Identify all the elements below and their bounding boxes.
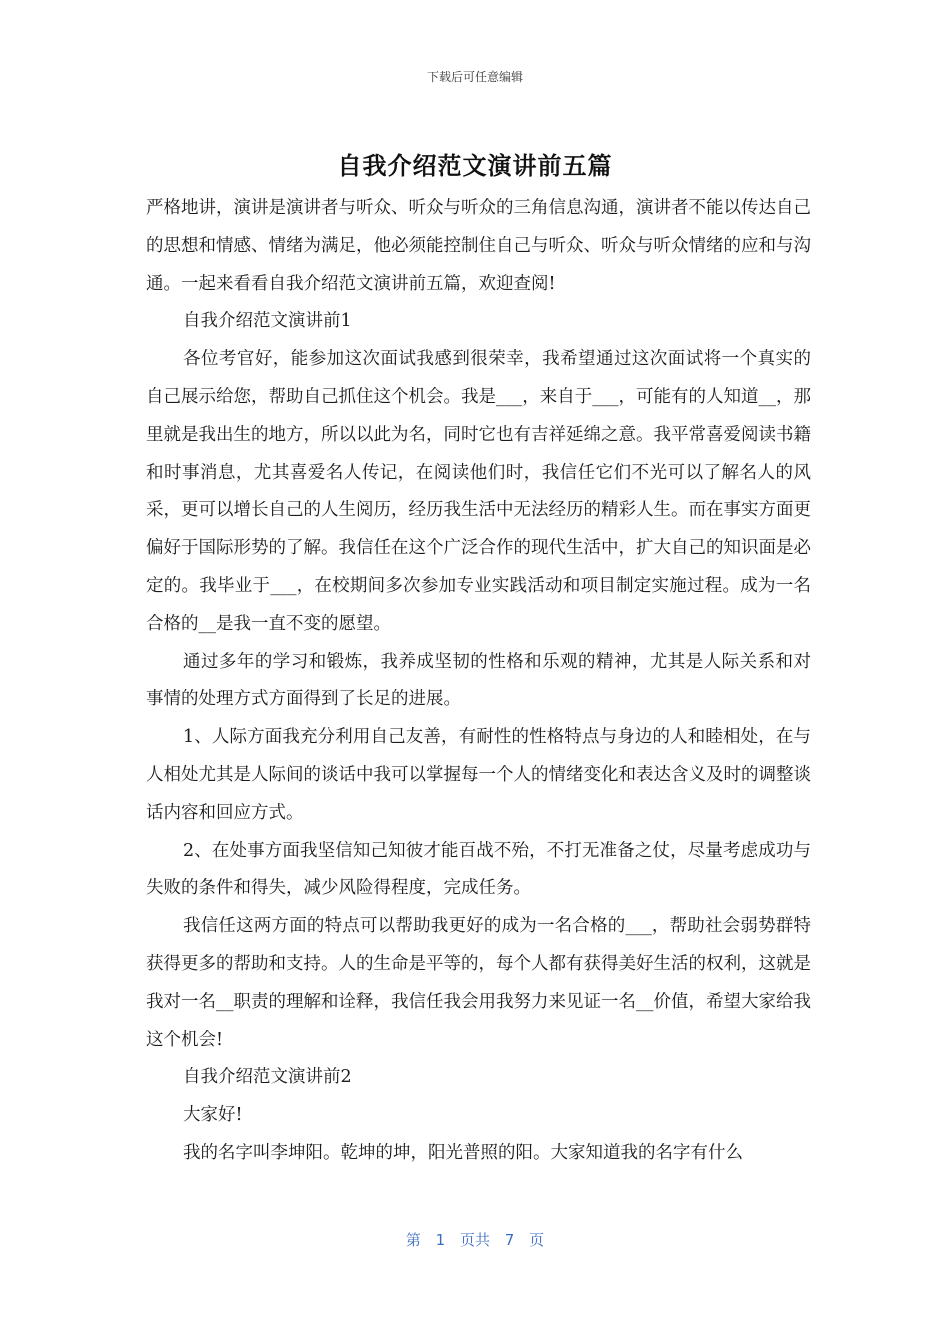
body-paragraph: 我信任这两方面的特点可以帮助我更好的成为一名合格的___，帮助社会弱势群特获得更多的帮助和支持。人的生命是平等的，每个人都有获得美好生活的权利，这就是我对一名__职责的理解和诠释，我信任我会用我努力来见证一名__价值，希望大家给我这个机会! [146, 916, 811, 1050]
document-body [146, 190, 811, 1173]
page-number-footer: 第 1 页共 7 页 [405, 1231, 545, 1249]
body-paragraph: 1、人际方面我充分利用自己友善，有耐性的性格特点与身边的人和睦相处，在与人相处尤其是人际间的谈话中我可以掌握每一个人的情绪变化和表达含义及时的调整谈话内容和回应方式。 [146, 727, 811, 823]
document-title: 自我介绍范文演讲前五篇 [337, 152, 613, 180]
intro-paragraph: 严格地讲，演讲是演讲者与听众、听众与听众的三角信息沟通，演讲者不能以传达自己的思想和情感、情绪为满足，他必须能控制住自己与听众、听众与听众情绪的应和与沟通。一起来看看自我介绍范文演讲前五篇，欢迎查阅! [146, 198, 811, 294]
section-heading-2: 自我介绍范文演讲前2 [183, 1067, 352, 1088]
body-paragraph: 通过多年的学习和锻炼，我养成坚韧的性格和乐观的精神，尤其是人际关系和对事情的处理方式方面得到了长足的进展。 [146, 651, 811, 710]
greeting-paragraph: 大家好! [183, 1105, 243, 1126]
body-paragraph: 各位考官好，能参加这次面试我感到很荣幸，我希望通过这次面试将一个真实的自己展示给您，帮助自己抓住这个机会。我是___，来自于___，可能有的人知道__，那里就是我出生的地方，所以以此为名，同时它也有吉祥延绵之意。我平常喜爱阅读书籍和时事消息，尤其喜爱名人传记，在阅读他们时，我信任它们不光可以了解名人的风采，更可以增长自己的人生阅历，经历我生活中无法经历的精彩人生。而在事实方面更偏好于国际形势的了解。我信任在这个广泛合作的现代生活中，扩大自己的知识面是必定的。我毕业于___，在校期间多次参加专业实践活动和项目制定实施过程。成为一名合格的__是我一直不变的愿望。 [146, 349, 811, 634]
body-paragraph: 2、在处事方面我坚信知己知彼才能百战不殆，不打无准备之仗，尽量考虑成功与失败的条件和得失，减少风险得程度，完成任务。 [146, 840, 811, 899]
page-header-note: 下载后可任意编辑 [426, 70, 523, 84]
section-heading-1: 自我介绍范文演讲前1 [183, 311, 352, 332]
body-paragraph: 我的名字叫李坤阳。乾坤的坤，阳光普照的阳。大家知道我的名字有什么 [183, 1142, 743, 1163]
